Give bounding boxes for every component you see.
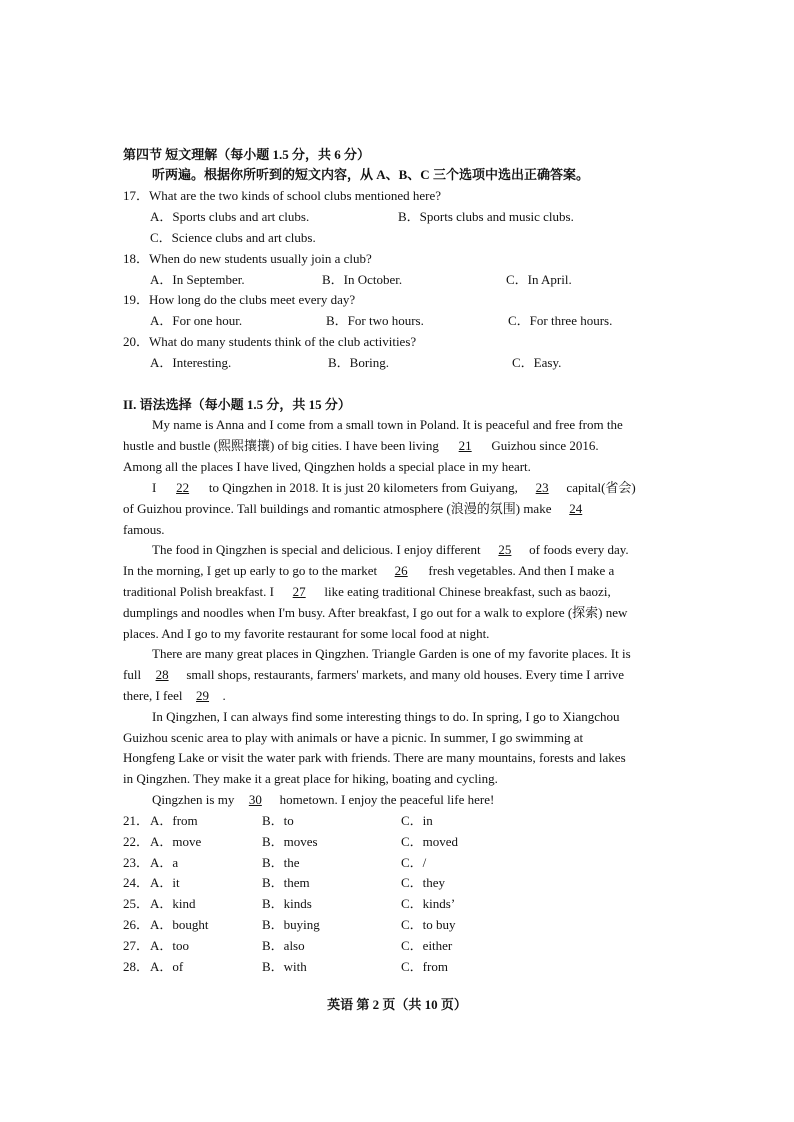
passage-line: dumplings and noodles when I'm busy. After breakfast, I go out for a walk to explore (探索) new	[123, 605, 628, 620]
question-20-option-c: C．Easy.	[512, 355, 562, 370]
question-17-option-a: A．Sports clubs and art clubs.	[150, 209, 310, 224]
page-footer: 英语 第 2 页（共 10 页）	[327, 997, 467, 1012]
passage-text: I	[152, 480, 157, 495]
question-18-option-a: A．In September.	[150, 272, 245, 287]
passage-text: of foods every day.	[529, 542, 629, 557]
passage-line	[123, 687, 226, 705]
section2-title: II. 语法选择（每小题 1.5 分，共 15 分）	[123, 397, 351, 412]
passage-text: Qingzhen is my	[152, 792, 235, 807]
passage-line	[152, 479, 636, 497]
question-23-option-b: B．the	[262, 855, 300, 870]
passage-line	[152, 541, 629, 559]
passage-text: fresh vegetables. And then I make a	[428, 563, 615, 578]
section4-title: 第四节 短文理解（每小题 1.5 分，共 6 分）	[123, 147, 371, 162]
question-21-option-number: 21．	[123, 813, 150, 828]
question-17-option-b: B．Sports clubs and music clubs.	[398, 209, 574, 224]
question-18-option-c: C．In April.	[506, 272, 572, 287]
question-22-option-a: A．move	[150, 834, 202, 849]
question-20-option-a: A．Interesting.	[150, 355, 232, 370]
passage-text: of Guizhou province. Tall buildings and romantic atmosphere (浪漫的氛围) make	[123, 501, 552, 516]
passage-line	[123, 500, 597, 518]
question-18-option-b: B．In October.	[322, 272, 403, 287]
question-25-option-a: A．kind	[150, 896, 196, 911]
passage-line: places. And I go to my favorite restaurant for some local food at night.	[123, 626, 490, 641]
question-27-option-b: B．also	[262, 938, 305, 953]
passage-text: Guizhou since 2016.	[491, 438, 599, 453]
question-24-option-a: A．it	[150, 875, 180, 890]
section4-instruction: 听两遍。根据你所听到的短文内容，从 A、B、C 三个选项中选出正确答案。	[152, 167, 589, 182]
blank-27: 27	[292, 584, 306, 599]
question-27-option-c: C．either	[401, 938, 453, 953]
question-27-option-a: A．too	[150, 938, 190, 953]
passage-line	[152, 791, 494, 809]
passage-line	[123, 583, 611, 601]
passage-line: Hongfeng Lake or visit the water park with friends. There are many mountains, forests and lakes	[123, 750, 626, 765]
question-18-stem: 18．When do new students usually join a club?	[123, 251, 372, 266]
blank-24: 24	[569, 501, 583, 516]
question-28-option-c: C．from	[401, 959, 448, 974]
passage-line: famous.	[123, 522, 165, 537]
blank-30: 30	[248, 792, 262, 807]
question-25-option-c: C．kinds’	[401, 896, 456, 911]
question-20-stem: 20．What do many students think of the club activities?	[123, 334, 417, 349]
passage-text: hustle and bustle (熙熙攘攘) of big cities. I have been living	[123, 438, 439, 453]
passage-text: like eating traditional Chinese breakfast, such as baozi,	[324, 584, 611, 599]
passage-line: My name is Anna and I come from a small town in Poland. It is peaceful and free from the	[152, 417, 623, 432]
blank-23: 23	[535, 480, 549, 495]
passage-line: There are many great places in Qingzhen. Triangle Garden is one of my favorite places. It is	[152, 646, 631, 661]
passage-text: In the morning, I get up early to go to the market	[123, 563, 378, 578]
passage-text: small shops, restaurants, farmers' markets, and many old houses. Every time I arrive	[186, 667, 625, 682]
passage-line: Among all the places I have lived, Qingzhen holds a special place in my heart.	[123, 459, 531, 474]
passage-line	[123, 562, 614, 580]
blank-29: 29	[196, 688, 210, 703]
passage-text: traditional Polish breakfast. I	[123, 584, 274, 599]
question-28-option-b: B．with	[262, 959, 307, 974]
question-26-option-a: A．bought	[150, 917, 209, 932]
question-24-option-c: C．they	[401, 875, 446, 890]
question-17-option-c: C．Science clubs and art clubs.	[150, 230, 316, 245]
passage-text: .	[222, 688, 226, 703]
question-20-option-b: B．Boring.	[328, 355, 390, 370]
passage-line: In Qingzhen, I can always find some interesting things to do. In spring, I go to Xiangchou	[152, 709, 620, 724]
question-19-option-a: A．For one hour.	[150, 313, 243, 328]
passage-text: full	[123, 667, 142, 682]
question-22-option-number: 22．	[123, 834, 150, 849]
question-21-option-b: B．to	[262, 813, 294, 828]
passage-text: hometown. I enjoy the peaceful life here!	[279, 792, 495, 807]
question-22-option-c: C．moved	[401, 834, 459, 849]
question-23-option-c: C．/	[401, 855, 427, 870]
question-25-option-b: B．kinds	[262, 896, 312, 911]
question-28-option-number: 28．	[123, 959, 150, 974]
question-26-option-number: 26．	[123, 917, 150, 932]
passage-line: Guizhou scenic area to play with animals or have a picnic. In summer, I go swimming at	[123, 730, 584, 745]
question-23-option-number: 23．	[123, 855, 150, 870]
passage-line	[123, 437, 599, 455]
blank-26: 26	[394, 563, 408, 578]
question-21-option-a: A．from	[150, 813, 198, 828]
blank-28: 28	[155, 667, 169, 682]
question-24-option-b: B．them	[262, 875, 310, 890]
blank-22: 22	[176, 480, 190, 495]
question-22-option-b: B．moves	[262, 834, 318, 849]
question-23-option-a: A．a	[150, 855, 179, 870]
passage-line: in Qingzhen. They make it a great place for hiking, boating and cycling.	[123, 771, 498, 786]
question-25-option-number: 25．	[123, 896, 150, 911]
passage-text: capital(省会)	[566, 480, 636, 495]
blank-25: 25	[498, 542, 512, 557]
question-26-option-c: C．to buy	[401, 917, 456, 932]
question-21-option-c: C．in	[401, 813, 433, 828]
question-28-option-a: A．of	[150, 959, 184, 974]
passage-text: there, I feel	[123, 688, 183, 703]
passage-text: The food in Qingzhen is special and delicious. I enjoy different	[152, 542, 481, 557]
question-24-option-number: 24．	[123, 875, 150, 890]
passage-text: to Qingzhen in 2018. It is just 20 kilometers from Guiyang,	[208, 480, 518, 495]
question-19-option-b: B．For two hours.	[326, 313, 424, 328]
question-19-stem: 19．How long do the clubs meet every day?	[123, 292, 356, 307]
question-19-option-c: C．For three hours.	[508, 313, 613, 328]
question-27-option-number: 27．	[123, 938, 150, 953]
passage-line	[123, 666, 624, 684]
blank-21: 21	[458, 438, 472, 453]
question-26-option-b: B．buying	[262, 917, 320, 932]
question-17-stem: 17．What are the two kinds of school clubs mentioned here?	[123, 188, 442, 203]
